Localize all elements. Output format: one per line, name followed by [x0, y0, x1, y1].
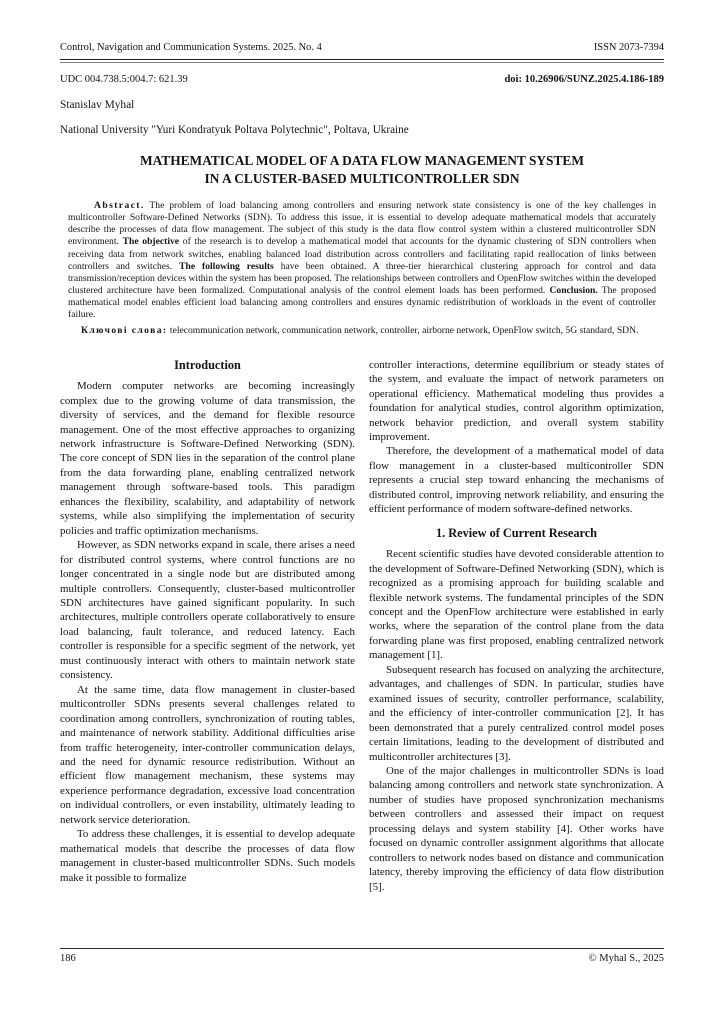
page-footer	[60, 948, 664, 964]
meta-row	[60, 74, 664, 85]
article-title-line1: MATHEMATICAL MODEL OF A DATA FLOW MANAGEMENT SYSTEM	[139, 153, 585, 168]
udc-code: UDC 004.738.5:004.7: 621.39	[60, 74, 188, 85]
section-heading-introduction: Introduction	[174, 357, 241, 372]
running-head	[60, 42, 664, 54]
header-rule	[60, 59, 664, 63]
page-number: 186	[60, 953, 76, 964]
copyright-notice: © Myhal S., 2025	[588, 953, 664, 964]
journal-title: Control, Navigation and Communication Systems. 2025. No. 4	[60, 42, 322, 53]
section-heading-review: 1. Review of Current Research	[435, 525, 598, 540]
paragraph: However, as SDN networks expand in scale, there arises a need for distributed control systems, where control functions are no longer concentrated in a single node but are distributed among multiple controllers. Consequently, cluster-based multicontroller SDN architectures have gained significant popularity. In such architectures, multiple controllers operate collaboratively to ensure load balancing, fault tolerance, and reduced latency. Each controller is responsible for a specific segment of the network, yet must continuously interact with others to maintain network state consistency.	[60, 539, 355, 682]
paragraph: One of the major challenges in multicontroller SDNs is load balancing among controllers and network state synchronization. A number of studies have proposed synchronization mechanisms between controllers and assessed their impact on request processing delays and system stability [4]. Other works have focused on dynamic controller assignment algorithms that allocate controllers to network nodes based on distance and communication latency, thereby improving the efficiency of data flow distribution [5].	[369, 764, 664, 893]
author-affiliation: National University "Yuri Kondratyuk Poltava Polytechnic", Poltava, Ukraine	[60, 124, 409, 136]
paragraph: At the same time, data flow management in cluster-based multicontroller SDNs presents several challenges related to coordination among controllers, synchronization of routing tables, and maintenance of network stability. Additional difficulties arise from traffic heterogeneity, inter-controller communication delays, and the need for dynamic resource redistribution. Without an efficient flow management mechanism, these systems may experience performance degradation, excessive load concentration on individual controllers, or even instability, ultimately leading to network service deterioration.	[60, 683, 355, 826]
issn-number: ISSN 2073-7394	[593, 42, 664, 53]
paragraph: Modern computer networks are becoming increasingly complex due to the growing volume of data transmission, the diversity of services, and the demand for flexible resource management. One of the most effective approaches to organizing network infrastructure is Software-Defined Networking (SDN). The core concept of SDN lies in the separation of the control plane from the data forwarding plane, enabling centralized network management through software-based tools. This paradigm enhances the flexibility, scalability, and adaptability of network systems, while also simplifying the implementation of security policies and traffic optimization mechanisms.	[60, 380, 355, 537]
paragraph: To address these challenges, it is essential to develop adequate mathematical models that describe the processes of data flow management in cluster-based multicontroller SDNs. Such models make it possible to formalize	[60, 828, 355, 884]
abstract-paragraph: Abstract. The problem of load balancing among controllers and ensuring network state consistency is one of the key challenges in multicontroller Software-Defined Networks (SDN). To address this issue, it is essential to develop adequate mathematical models that accurately describe the processes of data flow management. The subject of this study is the data flow control system within a clustered multicontroller SDN environment. The objective of the research is to develop a mathematical model that accounts for the dynamic clustering of SDN controllers when receiving data from network switches, enabling balanced load distribution across controllers and facilitating rapid reallocation of links between controllers and switches. The following results have been obtained. A three-tier hierarchical clustering approach for control and data transmission/reception devices within the system has been proposed. The relationships between controllers and OpenFlow switches within the developed clustered architecture have been formalized. Computational analysis of the control element loads has been performed. Conclusion. The proposed mathematical model enables efficient load balancing among controllers and ensures dynamic redistribution of workloads in the event of controller failure.	[68, 200, 657, 321]
article-title-line2: IN A CLUSTER-BASED MULTICONTROLLER SDN	[204, 170, 520, 186]
doi-code: doi: 10.26906/SUNZ.2025.4.186-189	[504, 74, 664, 85]
keywords-paragraph: Ключові слова: telecommunication network, communication network, controller, airborne network, OpenFlow switch, 5G standard, SDN.	[81, 324, 639, 336]
body-columns	[60, 358, 664, 920]
paragraph: Recent scientific studies have devoted considerable attention to the development of Software-Defined Networking (SDN), which is recognized as a promising approach for building scalable and flexible network systems. The fundamental principles of the SDN concept and the OpenFlow architecture were established in early works, where the separation of the control plane from the data forwarding plane was first proposed, enabling centralized network management [1].	[369, 548, 664, 662]
article-title	[60, 152, 664, 187]
paragraph: Therefore, the development of a mathematical model of data flow management in a cluster-based multicontroller SDN represents a crucial step toward enhancing the mechanisms of distributed control, improving network reliability, and ensuring the efficient performance of modern software-defined networks.	[369, 445, 664, 516]
right-column	[369, 358, 664, 920]
left-column	[60, 358, 355, 920]
author-name: Stanislav Myhal	[60, 99, 135, 111]
paragraph-continuation: controller interactions, determine equilibrium or steady states of the system, and evaluate the impact of network parameters on operational efficiency. Mathematical modeling thus provides a foundation for analytical studies, control algorithm optimization, network behavior prediction, and overall system stability improvement.	[369, 358, 664, 443]
paragraph: Subsequent research has focused on analyzing the architecture, advantages, and challenges of SDN. In particular, studies have examined issues of security, controller performance, scalability, and the efficiency of inter-controller communication [2]. It has been demonstrated that a purely centralized control model poses certain limitations, leading to the development of distributed and multicontroller architectures [3].	[369, 663, 664, 763]
